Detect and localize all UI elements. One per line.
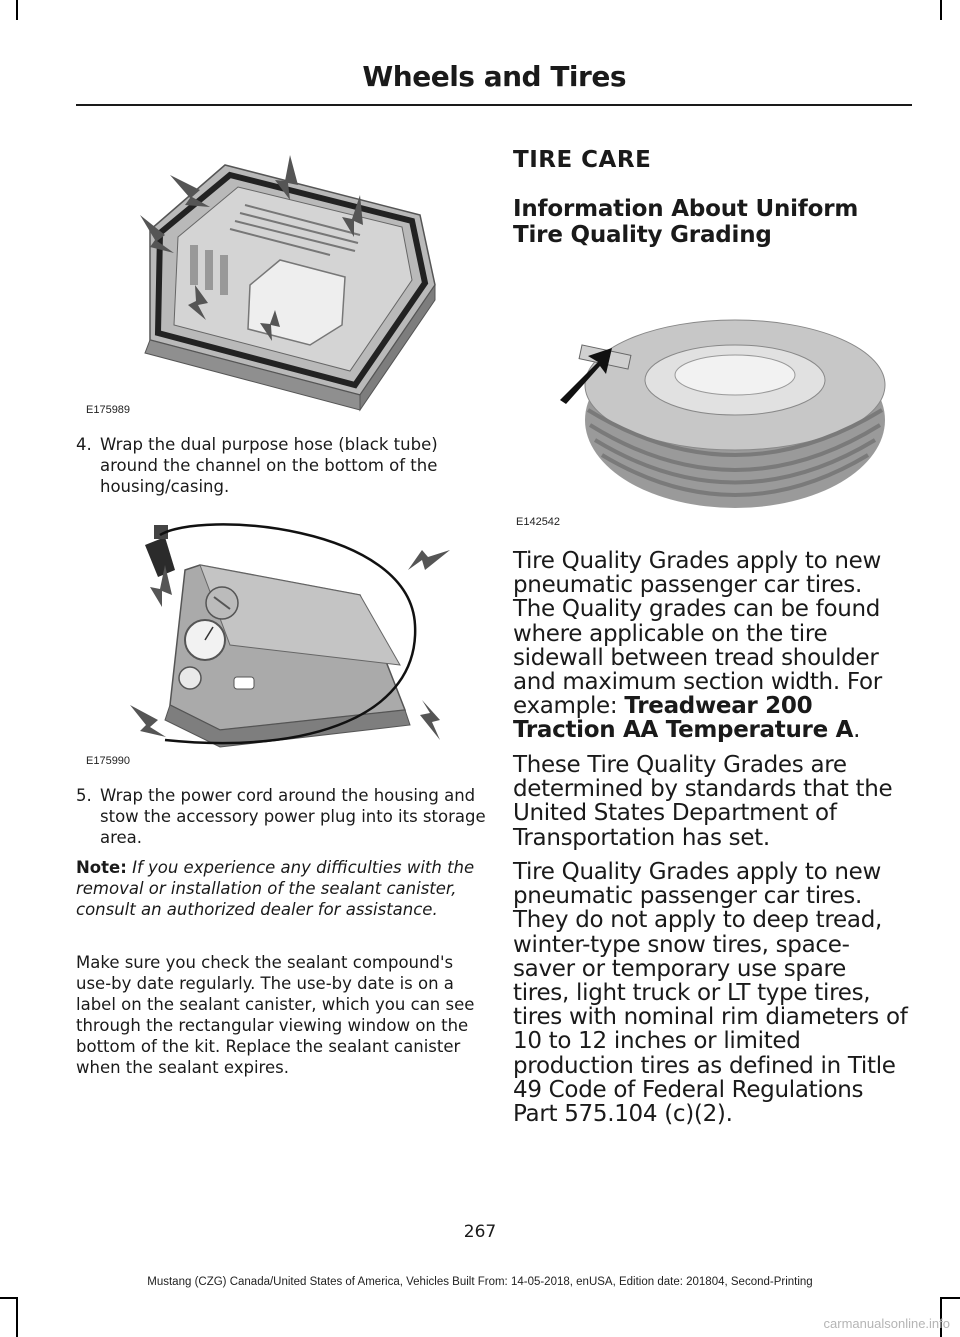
- tire-illustration: [540, 300, 890, 510]
- section-heading: TIRE CARE: [513, 147, 652, 173]
- page-title: Wheels and Tires: [362, 60, 626, 93]
- tire-paragraph-3: Tire Quality Grades apply to new pneumatic passenger car tires. They do not apply to deep tread, winter-type snow tires, space-saver or temporary use spare tires, light truck or LT type tires, tires with nominal rim diameters of 10 to 12 inches or limited production tires as defined in Title 49 Code of Federal Regulations Part 575.104 (c)(2).: [513, 859, 908, 1128]
- figure-code: E175989: [86, 404, 131, 416]
- crop-mark-bottom-right-h: [940, 1297, 960, 1299]
- header-rule: [76, 104, 912, 106]
- figure-tire: [516, 300, 890, 528]
- figure-code: E175990: [86, 755, 131, 767]
- step-number: 5.: [76, 786, 92, 805]
- crop-mark-bottom-left-h: [0, 1297, 18, 1299]
- crop-mark-top-left: [16, 0, 18, 20]
- step-text: Wrap the dual purpose hose (black tube) around the channel on the bottom of the housing/casing.: [100, 435, 438, 496]
- watermark[interactable]: carmanualsonline.info: [823, 1316, 950, 1331]
- compressor-cord-illustration: [110, 515, 480, 765]
- step-number: 4.: [76, 435, 92, 454]
- note-label: Note:: [76, 858, 127, 877]
- note-text: If you experience any difficulties with the removal or installation of the sealant canister, consult an authorized dealer for assistance.: [76, 858, 475, 919]
- tire-paragraph-1-text: Tire Quality Grades apply to new pneumatic passenger car tires. The Quality grades can be found where applicable on the tire sidewall between tread shoulder and maximum section width. For example:: [513, 548, 882, 720]
- tire-grade-example: Treadwear 200 Traction AA Temperature A: [513, 693, 854, 744]
- note: [76, 857, 476, 920]
- crop-mark-top-right: [940, 0, 942, 20]
- tire-paragraph-2: These Tire Quality Grades are determined by standards that the United States Department of Transportation has set.: [513, 752, 893, 851]
- subsection-heading: Information About Uniform Tire Quality Grading: [513, 196, 859, 248]
- tire-paragraph-1-end: .: [853, 717, 861, 744]
- tire-paragraph-1: [513, 549, 908, 743]
- footer-info: Mustang (CZG) Canada/United States of America, Vehicles Built From: 14-05-2018, enUSA, Edition date: 201804, Second-Printing: [147, 1276, 813, 1288]
- figure-code: E142542: [516, 516, 561, 528]
- figure-compressor-housing: [86, 135, 460, 420]
- crop-mark-bottom-left: [16, 1297, 18, 1337]
- page-number: 267: [463, 1222, 497, 1242]
- sealant-paragraph: Make sure you check the sealant compound's use-by date regularly. The use-by date is on a label on the sealant canister, which you can see through the rectangular viewing window on the bottom of the kit. Replace the sealant canister when the sealant expires.: [76, 953, 475, 1077]
- compressor-housing-illustration: [130, 135, 460, 420]
- figure-compressor-cord: [86, 515, 480, 767]
- step-text: Wrap the power cord around the housing and stow the accessory power plug into its storage area.: [100, 786, 486, 847]
